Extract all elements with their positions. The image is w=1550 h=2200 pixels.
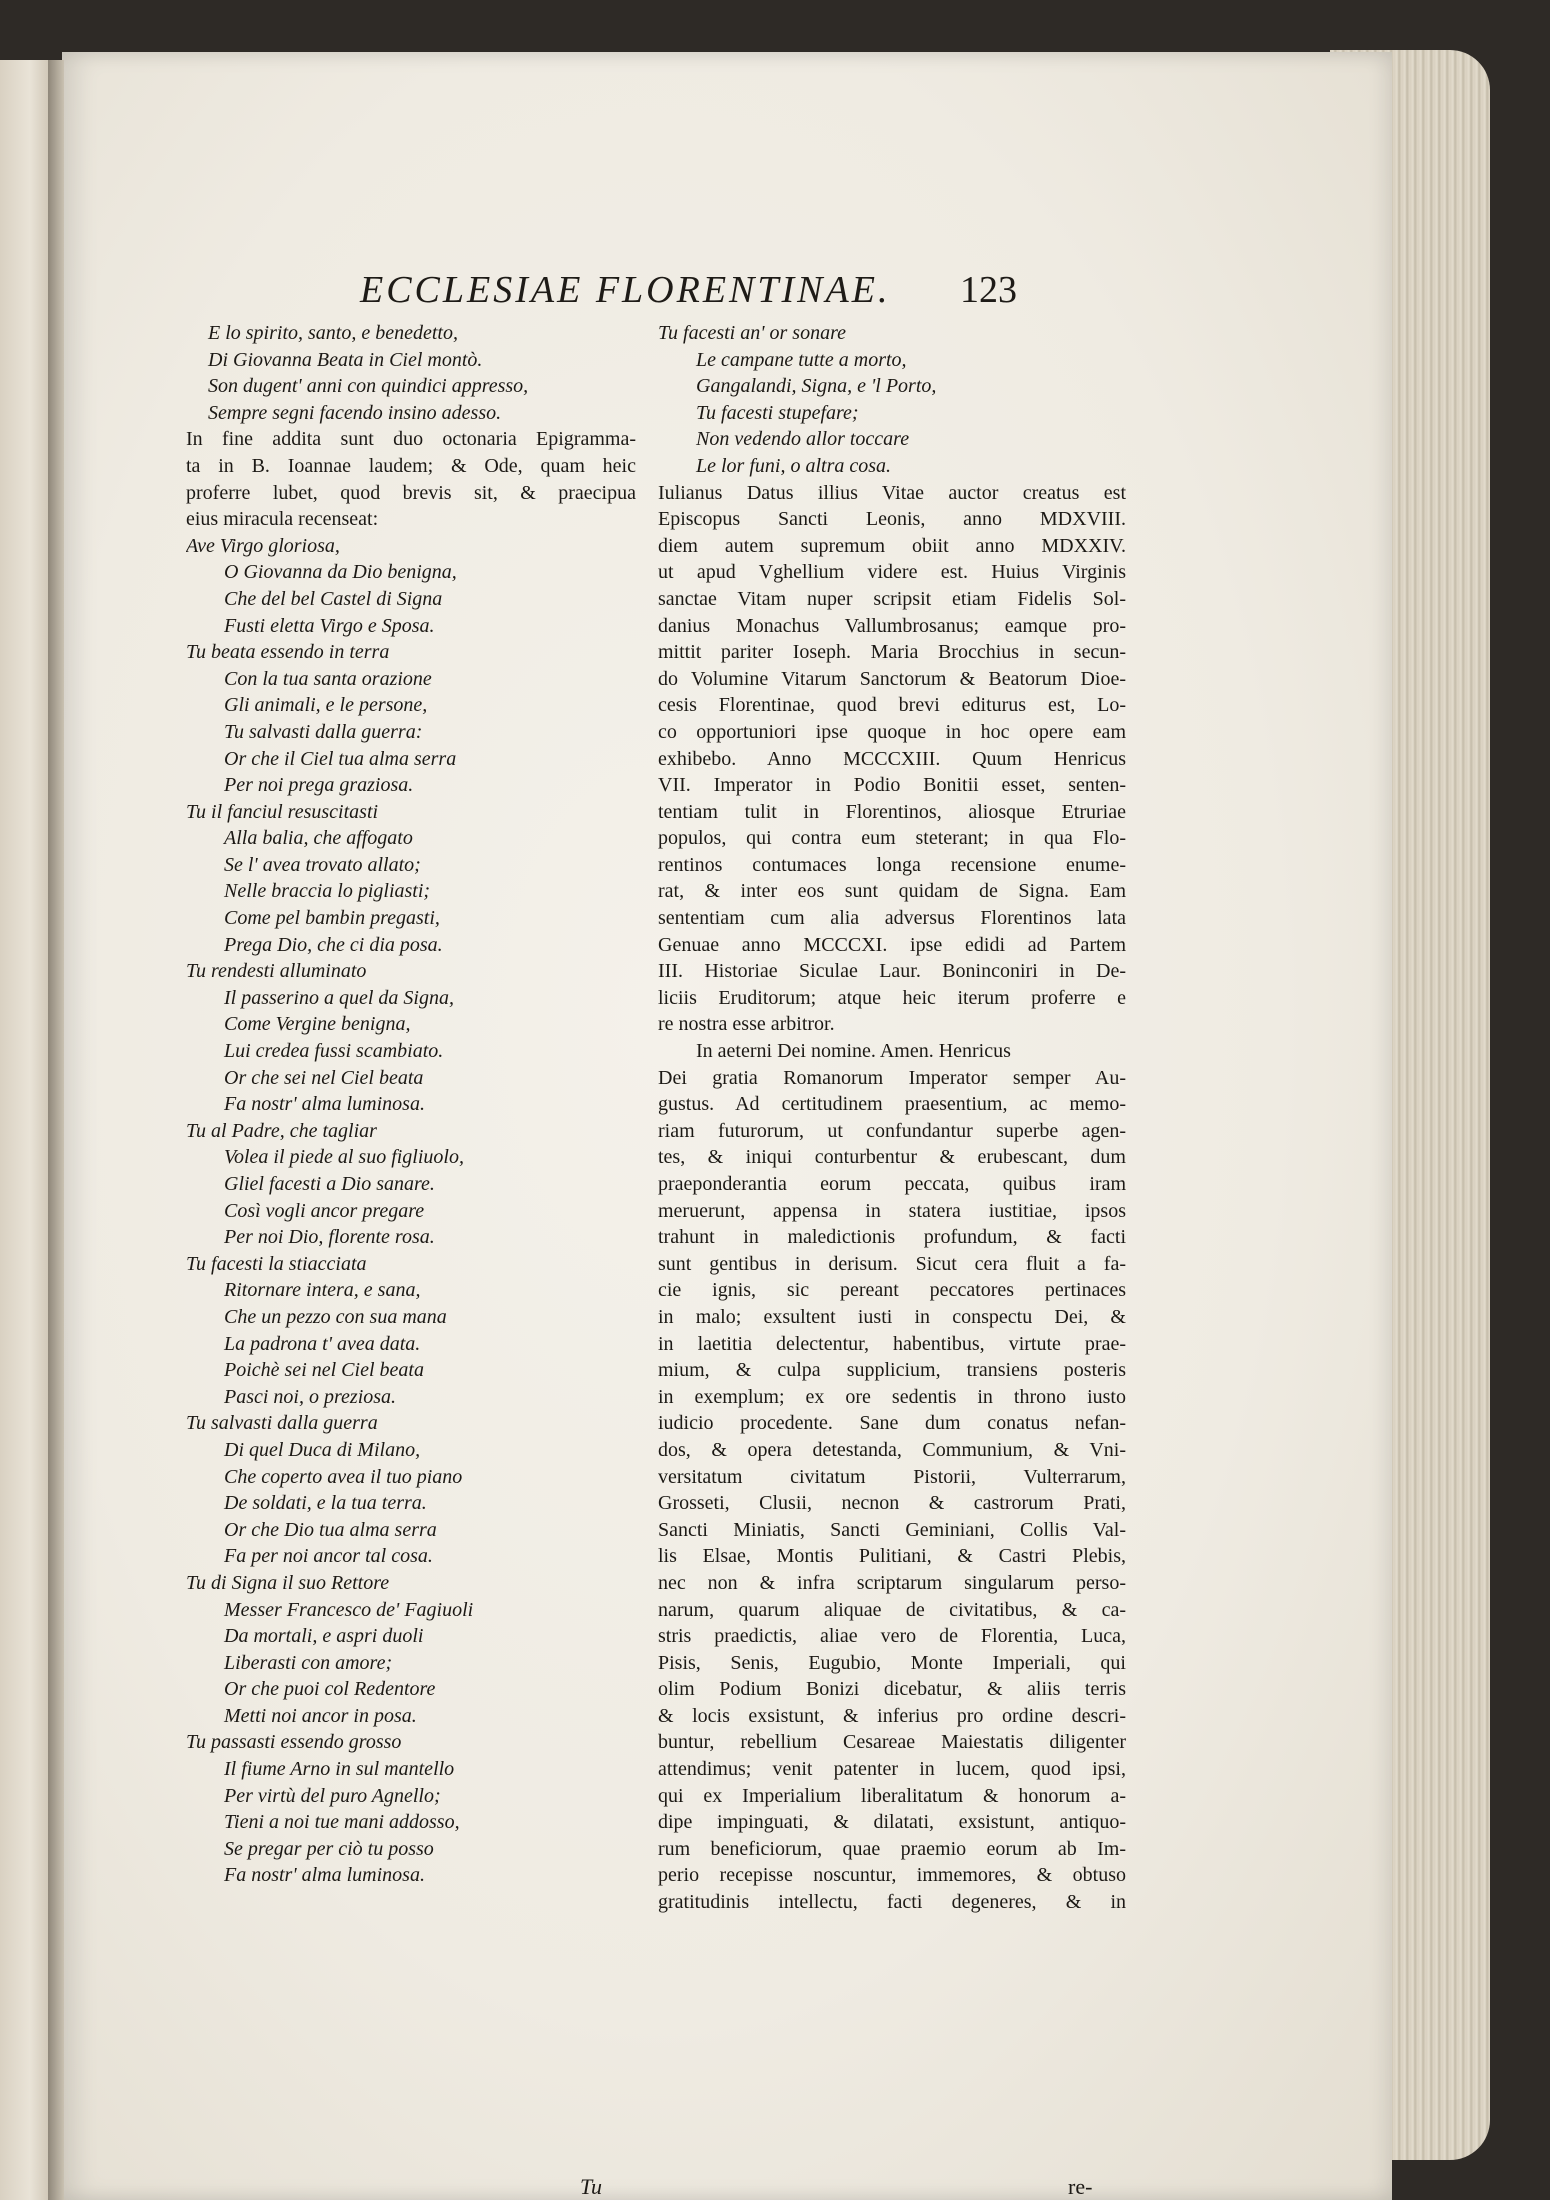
prose-line: diem autem supremum obiit anno MDXXIV. (658, 534, 1126, 557)
prose-line: Sancti Miniatis, Sancti Geminiani, Collis Val- (658, 1518, 1126, 1541)
prose-line: tentiam tulit in Florentinos, aliosque Etruriae (658, 800, 1126, 823)
prose-line: ta in B. Ioannae laudem; & Ode, quam heic (186, 454, 636, 477)
prose-line: ut apud Vghellium videre est. Huius Virginis (658, 561, 1126, 584)
verse-line: Se pregar per ciò tu posso (224, 1837, 434, 1860)
verse-line: Che coperto avea il tuo piano (224, 1465, 463, 1488)
verse-line: Or che puoi col Redentore (224, 1678, 436, 1701)
verse-line: Il passerino a quel da Signa, (224, 986, 454, 1009)
prose-line: rum beneficiorum, quae praemio eorum ab Im- (658, 1837, 1126, 1860)
verse-line: Così vogli ancor pregare (224, 1199, 425, 1222)
verse-line: Per virtù del puro Agnello; (224, 1784, 441, 1807)
verse-line: Se l' avea trovato allato; (224, 853, 421, 876)
prose-line: in malo; exsultent iusti in conspectu Dei, & (658, 1305, 1126, 1328)
prose-line: Episcopus Sancti Leonis, anno MDXVIII. (658, 508, 1126, 531)
prose-line: stris praedictis, aliae vero de Florentia, Luca, (658, 1625, 1126, 1648)
prose-line: Grosseti, Clusii, necnon & castrorum Prati, (658, 1492, 1126, 1515)
prose-line: cie ignis, sic pereant peccatores pertinaces (658, 1279, 1126, 1302)
verse-line: Or che il Ciel tua alma serra (224, 747, 457, 770)
prose-line: gratitudinis intellectu, facti degeneres, & in (658, 1891, 1126, 1914)
prose-line: meruerunt, appensa in statera iustitiae, ipsos (658, 1199, 1126, 1222)
prose-line: In fine addita sunt duo octonaria Epigramma- (186, 428, 636, 451)
verse-line: Gangalandi, Signa, e 'l Porto, (696, 375, 937, 398)
book-gutter (48, 60, 64, 2200)
verse-line: Di quel Duca di Milano, (224, 1438, 421, 1461)
prose-line: lis Elsae, Montis Pulitiani, & Castri Plebis, (658, 1545, 1126, 1568)
verse-line: Tu facesti stupefare; (696, 401, 859, 424)
prose-line: populos, qui contra eum steterant; in qua Flo- (658, 827, 1126, 850)
prose-line: do Volumine Vitarum Sanctorum & Beatorum Dioe- (658, 667, 1126, 690)
verse-line: Fa nostr' alma luminosa. (224, 1864, 425, 1887)
verse-line: Gli animali, e le persone, (224, 694, 428, 717)
verse-line: Nelle braccia lo pigliasti; (224, 880, 431, 903)
prose-line: trahunt in maledictionis profundum, & facti (658, 1226, 1126, 1249)
catchword-left: Tu (580, 2174, 603, 2199)
page-footer (0, 2174, 1550, 2200)
verse-line: Di Giovanna Beata in Ciel montò. (208, 348, 483, 371)
verse-line: Fa per noi ancor tal cosa. (224, 1545, 433, 1568)
prose-line: attendimus; venit patenter in lucem, quod ipsi, (658, 1758, 1126, 1781)
running-title: ECCLESIAE FLORENTINAE. (360, 269, 891, 311)
verse-line: Son dugent' anni con quindici appresso, (208, 375, 529, 398)
prose-line: VII. Imperator in Podio Bonitii esset, senten- (658, 774, 1126, 797)
catchword-right: re- (1068, 2174, 1093, 2199)
prose-line: mium, & culpa supplicium, transiens posteris (658, 1359, 1126, 1382)
verse-line: Le campane tutte a morto, (696, 348, 907, 371)
prose-line: tes, & iniqui conturbentur & erubescant, dum (658, 1146, 1126, 1169)
prose-line: rentinos contumaces longa recensione enume- (658, 853, 1126, 876)
prose-line: mittit pariter Ioseph. Maria Brocchius in secun- (658, 641, 1126, 664)
prose-line: sunt gentibus in derisum. Sicut cera fluit a fa- (658, 1252, 1126, 1275)
prose-line: perio recepisse noscuntur, immemores, & obtuso (658, 1864, 1126, 1887)
prose-line: riam futurorum, ut confundantur superbe agen- (658, 1119, 1126, 1142)
verse-line: Tu rendesti alluminato (186, 960, 367, 983)
prose-line: in laetitia delectentur, habentibus, virtute prae- (658, 1332, 1126, 1355)
prose-line: Dei gratia Romanorum Imperator semper Au- (658, 1066, 1126, 1089)
verse-line: De soldati, e la tua terra. (224, 1492, 427, 1515)
verse-line: Pasci noi, o preziosa. (224, 1385, 397, 1408)
verse-line: Non vedendo allor toccare (696, 428, 910, 451)
prose-line: danius Monachus Vallumbrosanus; eamque pro- (658, 614, 1126, 637)
page-header (360, 268, 1017, 318)
prose-line: praeponderantia eorum peccata, quibus iram (658, 1173, 1126, 1195)
prose-line: olim Podium Bonizi dicebatur, & aliis terris (658, 1678, 1126, 1701)
verse-line: Con la tua santa orazione (224, 667, 432, 690)
prose-line: Pisis, Senis, Eugubio, Monte Imperiali, qui (658, 1651, 1126, 1674)
verse-line: Come Vergine benigna, (224, 1013, 411, 1036)
prose-line: rat, & inter eos sunt quidam de Signa. Eam (658, 880, 1126, 903)
verse-line: Lui credea fussi scambiato. (224, 1040, 444, 1063)
prose-line: dos, & opera detestanda, Communium, & Vni- (658, 1438, 1126, 1461)
prose-line: exhibebo. Anno MCCCXIII. Quum Henricus (658, 747, 1126, 770)
prose-line: gustus. Ad certitudinem praesentium, ac memo- (658, 1093, 1126, 1116)
verse-line: La padrona t' avea data. (224, 1332, 421, 1355)
prose-line: qui ex Imperialium liberalitatum & honorum a- (658, 1784, 1126, 1807)
prose-line: co opportuniori ipse quoque in hoc opere eam (658, 720, 1126, 743)
page-number: 123 (960, 269, 1017, 311)
verse-line: Le lor funi, o altra cosa. (696, 454, 892, 477)
verse-line: Or che Dio tua alma serra (224, 1518, 437, 1541)
verse-line: Da mortali, e aspri duoli (224, 1625, 424, 1648)
verse-line: Tu facesti an' or sonare (658, 322, 846, 344)
verse-line: Tu salvasti dalla guerra (186, 1412, 378, 1435)
verse-line: O Giovanna da Dio benigna, (224, 561, 457, 584)
verse-line: Tu passasti essendo grosso (186, 1731, 402, 1754)
prose-line: dipe impinguati, & dilatati, exsistunt, antiquo- (658, 1811, 1126, 1834)
prose-line: re nostra esse arbitror. (658, 1013, 835, 1036)
verse-line: Ritornare intera, e sana, (224, 1279, 421, 1302)
verse-line: Tu di Signa il suo Rettore (186, 1571, 390, 1594)
verse-line: Tieni a noi tue mani addosso, (224, 1811, 460, 1834)
verse-line: Fa nostr' alma luminosa. (224, 1093, 425, 1116)
verse-line: Liberasti con amore; (224, 1651, 393, 1674)
verse-line: Che un pezzo con sua mana (224, 1305, 447, 1328)
prose-line: narum, quarum aliquae de civitatibus, & ca- (658, 1598, 1126, 1621)
left-text-column (186, 320, 636, 1889)
verse-line: Volea il piede al suo figliuolo, (224, 1146, 464, 1169)
verse-line: Il fiume Arno in sul mantello (224, 1758, 455, 1781)
prose-line: III. Historiae Siculae Laur. Boninconiri in De- (658, 960, 1126, 983)
verse-line: Tu il fanciul resuscitasti (186, 800, 379, 823)
verse-line: Alla balia, che affogato (224, 827, 413, 850)
prose-line: Genuae anno MCCCXI. ipse edidi ad Partem (658, 933, 1126, 956)
verse-line: Sempre segni facendo insino adesso. (208, 401, 502, 424)
verse-line: Gliel facesti a Dio sanare. (224, 1173, 435, 1195)
verse-line: Tu beata essendo in terra (186, 641, 390, 664)
prose-line: sententiam cum alia adversus Florentinos lata (658, 907, 1126, 930)
verse-line: Tu facesti la stiacciata (186, 1252, 367, 1275)
facing-page-edge (0, 60, 50, 2200)
prose-line: cesis Florentinae, quod brevi editurus est, Lo- (658, 694, 1126, 717)
verse-line: Fusti eletta Virgo e Sposa. (224, 614, 435, 637)
verse-line: Come pel bambin pregasti, (224, 907, 440, 930)
prose-line: iudicio procedente. Sane dum conatus nefan- (658, 1412, 1126, 1435)
verse-line: Per noi prega graziosa. (224, 774, 414, 797)
right-text-column (658, 320, 1126, 1916)
verse-line: E lo spirito, santo, e benedetto, (208, 322, 458, 344)
prose-line: Iulianus Datus illius Vitae auctor creatus est (658, 481, 1126, 504)
prose-line: versitatum civitatum Pistorii, Vulterrarum, (658, 1465, 1126, 1488)
prose-line: eius miracula recenseat: (186, 508, 379, 531)
verse-line: Metti noi ancor in posa. (224, 1704, 417, 1727)
prose-line: In aeterni Dei nomine. Amen. Henricus (696, 1040, 1011, 1063)
verse-line: Tu salvasti dalla guerra: (224, 720, 423, 743)
verse-line: Prega Dio, che ci dia posa. (224, 933, 443, 956)
prose-line: proferre lubet, quod brevis sit, & praecipua (186, 481, 636, 504)
prose-line: & locis exsistunt, & inferius pro ordine descri- (658, 1704, 1126, 1727)
verse-line: Che del bel Castel di Signa (224, 587, 443, 610)
prose-line: in exemplum; ex ore sedentis in throno iusto (658, 1385, 1126, 1408)
verse-line: Poichè sei nel Ciel beata (224, 1359, 424, 1382)
prose-line: buntur, rebellium Cesareae Maiestatis diligenter (658, 1731, 1126, 1754)
verse-line: Messer Francesco de' Fagiuoli (224, 1598, 474, 1621)
verse-line: Per noi Dio, florente rosa. (224, 1226, 435, 1249)
prose-line: sanctae Vitam nuper scripsit etiam Fidelis Sol- (658, 587, 1126, 610)
prose-line: liciis Eruditorum; atque heic iterum proferre e (658, 986, 1126, 1009)
verse-line: Or che sei nel Ciel beata (224, 1066, 424, 1089)
prose-line: nec non & infra scriptarum singularum perso- (658, 1571, 1126, 1594)
verse-line: Tu al Padre, che tagliar (186, 1119, 377, 1142)
verse-line: Ave Virgo gloriosa, (186, 534, 340, 557)
